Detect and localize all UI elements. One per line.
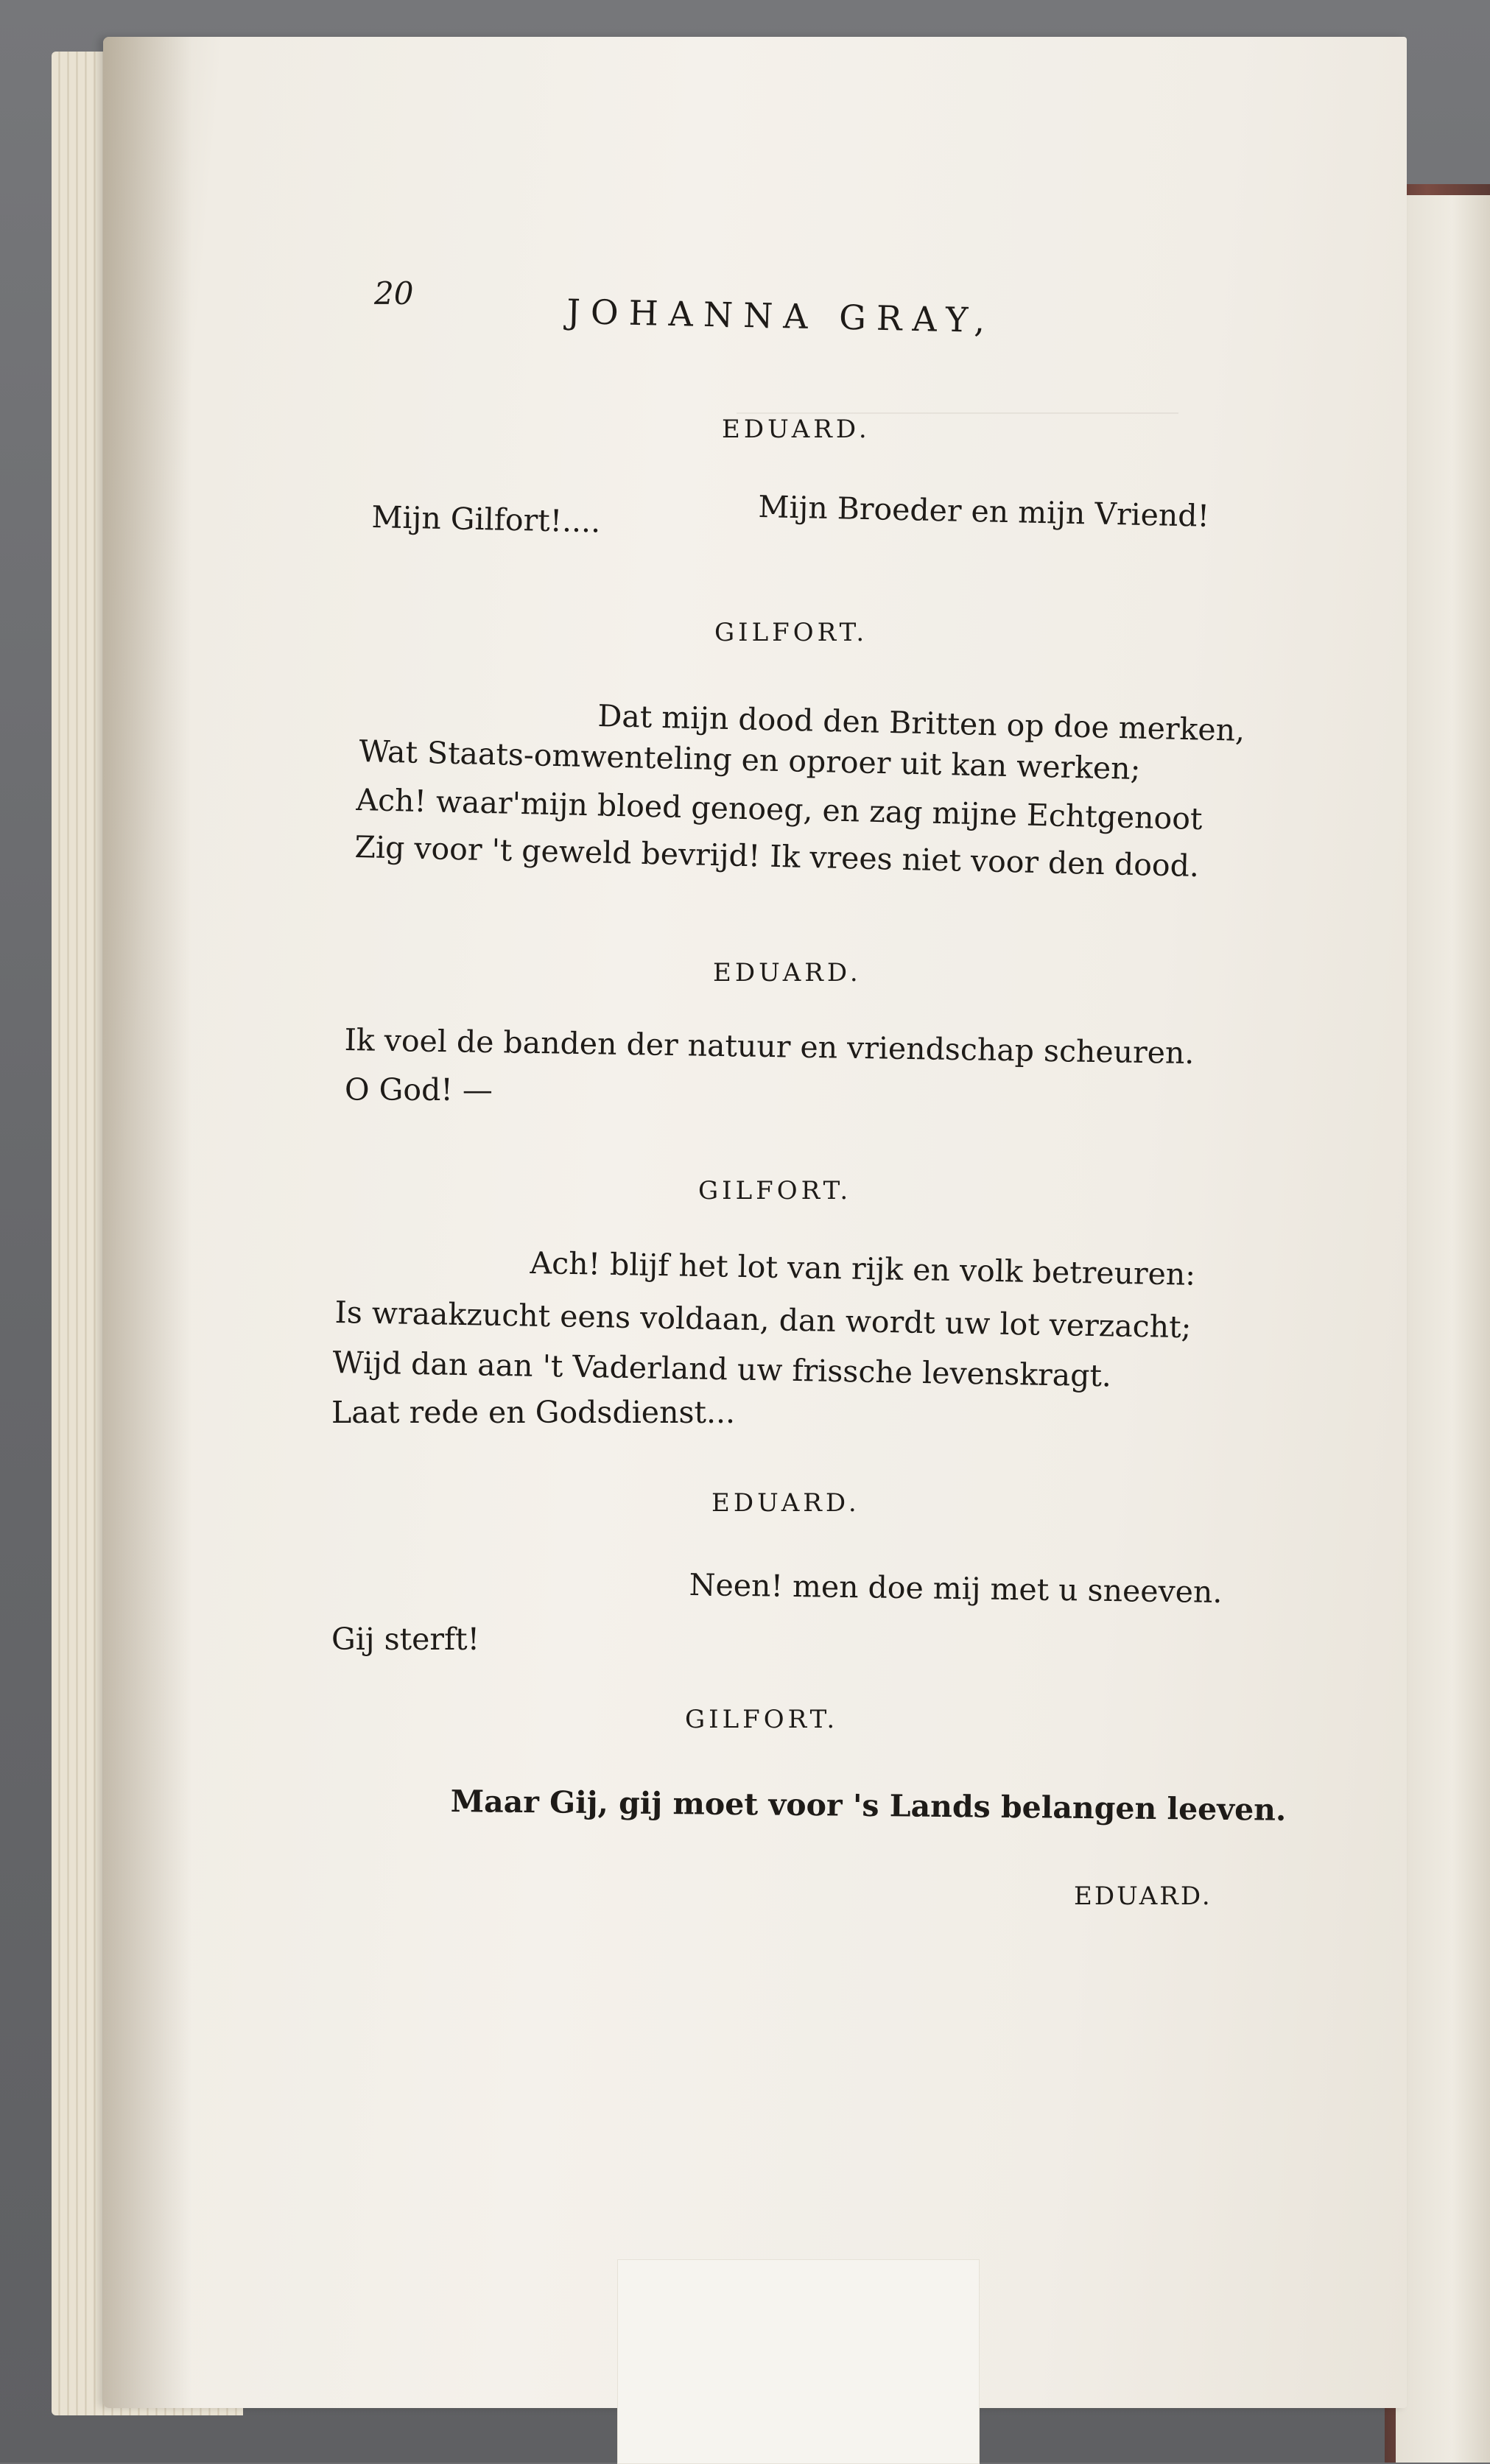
speaker-label: GILFORT. [714, 618, 868, 647]
speaker-label: EDUARD. [713, 958, 862, 988]
verse-line: Wat Staats-omwenteling en oproer uit kan werken; [359, 733, 1142, 787]
speaker-label: EDUARD. [711, 1488, 860, 1518]
spine-shadow [103, 37, 191, 2408]
speaker-label: GILFORT. [698, 1176, 852, 1205]
page-number: 20 [374, 275, 414, 311]
verse-line: Mijn Broeder en mijn Vriend! [758, 489, 1210, 534]
verse-line: Dat mijn dood den Britten op doe merken, [597, 698, 1245, 748]
speaker-label: EDUARD. [722, 415, 871, 444]
verse-line: Is wraakzucht eens voldaan, dan wordt uw lot verzacht; [334, 1295, 1192, 1345]
running-title: JOHANNA GRAY, [566, 292, 996, 341]
label-patch [617, 2259, 980, 2464]
verse-line: Ach! waar'mijn bloed genoeg, en zag mijne Echtgenoot [356, 782, 1203, 837]
book-page [103, 37, 1407, 2408]
verse-line: Maar Gij, gij moet voor 's Lands belangen leeven. [450, 1784, 1287, 1828]
speaker-label: GILFORT. [685, 1705, 839, 1734]
verse-line: Gij sterft! [331, 1622, 480, 1657]
verse-line: Zig voor 't geweld bevrijd! Ik vrees niet voor den dood. [354, 829, 1200, 884]
verse-line: O God! — [345, 1072, 493, 1108]
verse-line: Mijn Gilfort!.... [371, 499, 601, 540]
verse-line: Ik voel de banden der natuur en vriendschap scheuren. [344, 1022, 1195, 1071]
verse-line: Laat rede en Godsdienst... [331, 1395, 736, 1430]
catchword: EDUARD. [1074, 1882, 1212, 1911]
verse-line: Ach! blijf het lot van rijk en volk betreuren: [530, 1245, 1196, 1292]
verse-line: Wijd dan aan 't Vaderland uw frissche levenskragt. [332, 1345, 1112, 1394]
facing-page-edge [1396, 195, 1490, 2463]
verse-line: Neen! men doe mij met u sneeven. [689, 1567, 1223, 1611]
